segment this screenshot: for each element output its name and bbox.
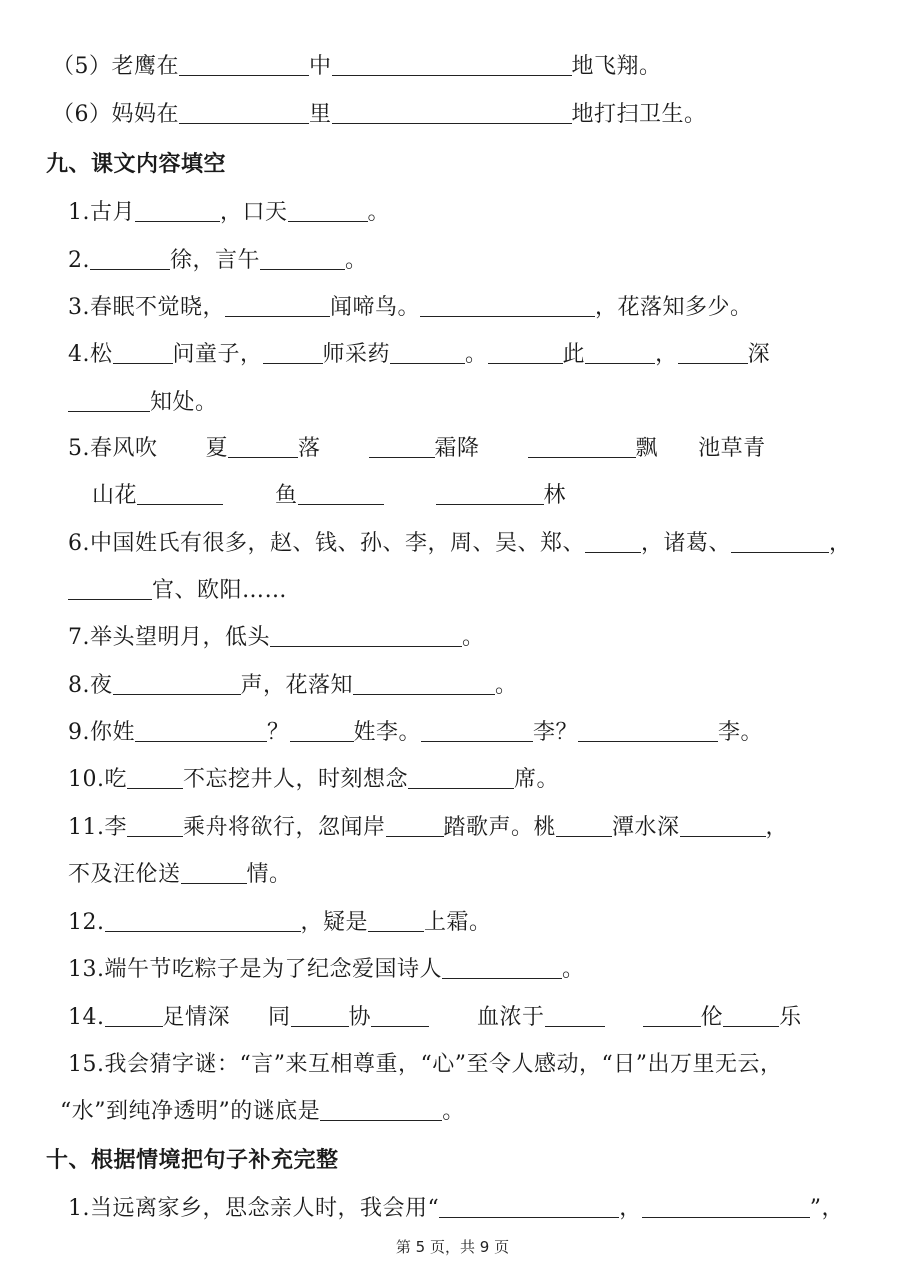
blank[interactable]: [585, 530, 641, 553]
q9-3: 3.春眠不觉晓， 闻啼鸟。 ，花落知多少。: [68, 295, 753, 320]
q9-11-line2: 不及汪伦送 情。: [68, 862, 292, 887]
blank[interactable]: [135, 719, 267, 742]
q8-5-line: （5）老鹰在 中 地飞翔。: [52, 54, 662, 79]
section-9-title: 九、课文内容填空: [46, 152, 227, 177]
blank[interactable]: [320, 1098, 442, 1121]
section-10-title: 十、根据情境把句子补充完整: [46, 1148, 339, 1173]
blank[interactable]: [408, 766, 514, 789]
blank[interactable]: [371, 1004, 429, 1027]
blank[interactable]: [368, 909, 424, 932]
blank[interactable]: [135, 199, 220, 222]
q9-6-line1: 6.中国姓氏有很多，赵、钱、孙、李，周、吴、郑、 ，诸葛、 ，: [68, 531, 852, 556]
blank[interactable]: [488, 341, 563, 364]
blank[interactable]: [556, 814, 612, 837]
blank[interactable]: [291, 1004, 349, 1027]
blank[interactable]: [263, 341, 323, 364]
q9-4-line1: 4.松 问童子， 师采药 。 此 ， 深: [68, 342, 771, 367]
blank[interactable]: [642, 1195, 810, 1218]
blank[interactable]: [436, 482, 544, 505]
q9-11-line1: 11.李 乘舟将欲行，忽闻岸 踏歌声。桃 潭水深 ，: [68, 815, 789, 840]
q9-6-line2: 官、欧阳……: [68, 576, 287, 606]
blank[interactable]: [420, 294, 595, 317]
blank[interactable]: [643, 1004, 701, 1027]
blank[interactable]: [290, 719, 354, 742]
blank[interactable]: [528, 435, 636, 458]
blank[interactable]: [179, 101, 309, 124]
blank[interactable]: [353, 672, 495, 695]
blank[interactable]: [288, 199, 368, 222]
blank[interactable]: [105, 1004, 163, 1027]
q9-9: 9.你姓 ？ 姓李。 李？ 李。: [68, 720, 764, 745]
blank[interactable]: [260, 247, 345, 270]
blank[interactable]: [225, 294, 330, 317]
blank[interactable]: [113, 341, 173, 364]
q9-15-line2: “水”到纯净透明”的谜底是 。: [60, 1099, 465, 1124]
blank[interactable]: [228, 435, 298, 458]
blank[interactable]: [585, 341, 655, 364]
blank[interactable]: [332, 53, 572, 76]
blank[interactable]: [68, 389, 150, 412]
blank[interactable]: [442, 956, 562, 979]
blank[interactable]: [298, 482, 384, 505]
q9-7: 7.举头望明月，低头 。: [68, 625, 485, 650]
q9-10: 10.吃 不忘挖井人，时刻想念 席。: [68, 767, 560, 792]
q9-8: 8.夜 声，花落知 。: [68, 673, 518, 698]
blank[interactable]: [179, 53, 309, 76]
blank[interactable]: [386, 814, 444, 837]
q10-1: 1.当远离家乡，思念亲人时，我会用“ ， ”，: [68, 1196, 845, 1221]
q9-4-line2: 知处。: [68, 388, 218, 418]
blank[interactable]: [113, 672, 241, 695]
q9-14: 14. 足情深 同 协 血浓于 伦 乐: [68, 1005, 802, 1030]
blank[interactable]: [332, 101, 572, 124]
q9-5-line1: 5.春风吹 夏 落 霜降 飘 池草青: [68, 436, 766, 461]
q9-1: 1.古月 ，口天 。: [68, 200, 391, 225]
q9-2: 2. 徐，言午 。: [68, 248, 368, 273]
blank[interactable]: [680, 814, 766, 837]
blank[interactable]: [678, 341, 748, 364]
blank[interactable]: [137, 482, 223, 505]
blank[interactable]: [578, 719, 718, 742]
q9-13: 13.端午节吃粽子是为了纪念爱国诗人 。: [68, 957, 585, 982]
blank[interactable]: [731, 530, 829, 553]
q8-6-line: （6）妈妈在 里 地打扫卫生。: [52, 102, 707, 127]
blank[interactable]: [369, 435, 435, 458]
blank[interactable]: [270, 624, 462, 647]
blank[interactable]: [68, 577, 152, 600]
page-footer: 第 5 页，共 9 页: [395, 1238, 510, 1256]
blank[interactable]: [439, 1195, 619, 1218]
blank[interactable]: [105, 909, 301, 932]
q9-5-line2: 山花 鱼 林: [92, 483, 567, 508]
q9-15-line1: 15.我会猜字谜：“言”来互相尊重，“心”至令人感动，“日”出万里无云，: [68, 1052, 783, 1077]
blank[interactable]: [127, 814, 183, 837]
blank[interactable]: [127, 766, 183, 789]
blank[interactable]: [390, 341, 465, 364]
blank[interactable]: [181, 861, 247, 884]
q9-12: 12. ，疑是 上霜。: [68, 910, 492, 935]
blank[interactable]: [421, 719, 533, 742]
blank[interactable]: [545, 1004, 605, 1027]
blank[interactable]: [90, 247, 170, 270]
blank[interactable]: [723, 1004, 779, 1027]
